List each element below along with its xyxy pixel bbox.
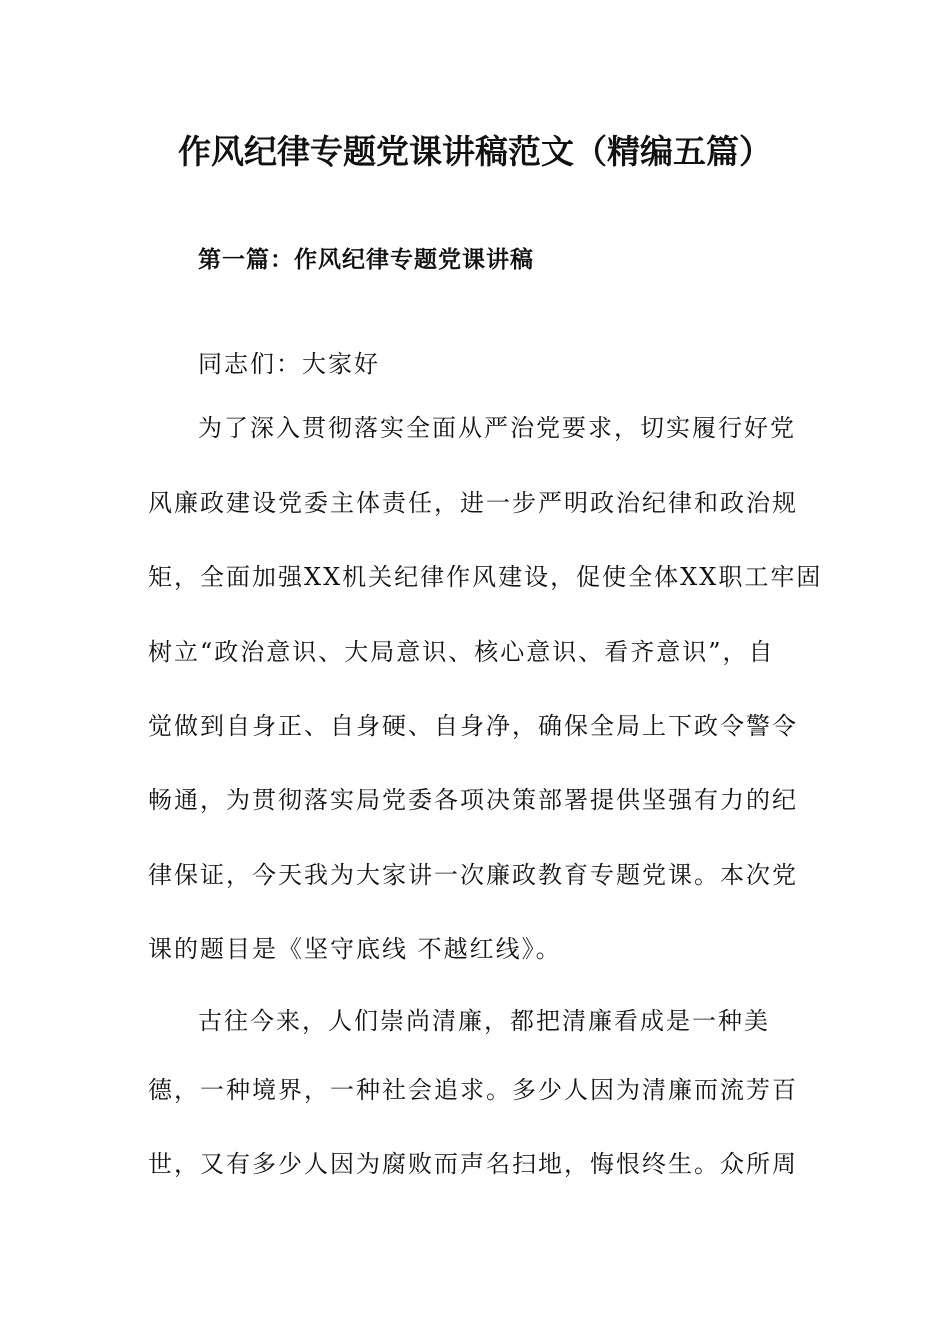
paragraph-line: 古往今来，人们崇尚清廉，都把清廉看成是一种美 — [198, 1007, 770, 1035]
section-heading: 第一篇：作风纪律专题党课讲稿 — [198, 247, 534, 273]
paragraph-line: 树立“政治意识、大局意识、核心意识、看齐意识”，自 — [148, 638, 775, 666]
paragraph-line: 律保证，今天我为大家讲一次廉政教育专题党课。本次党 — [148, 861, 798, 889]
paragraph-line: 世，又有多少人因为腐败而声名扫地，悔恨终生。众所周 — [148, 1150, 798, 1178]
document-title: 作风纪律专题党课讲稿范文（精编五篇） — [178, 132, 772, 171]
greeting-line: 同志们：大家好 — [198, 350, 380, 378]
paragraph-line: 矩，全面加强XX机关纪律作风建设，促使全体XX职工牢固 — [148, 563, 823, 591]
paragraph-line: 德，一种境界，一种社会追求。多少人因为清廉而流芳百 — [148, 1076, 798, 1104]
paragraph-line: 为了深入贯彻落实全面从严治党要求，切实履行好党 — [198, 414, 796, 442]
paragraph-line: 畅通，为贯彻落实局党委各项决策部署提供坚强有力的纪 — [148, 786, 798, 814]
paragraph-line: 风廉政建设党委主体责任，进一步严明政治纪律和政治规 — [148, 489, 798, 517]
paragraph-line: 觉做到自身正、自身硬、自身净，确保全局上下政令警令 — [148, 712, 798, 740]
paragraph-line: 课的题目是《坚守底线 不越红线》。 — [148, 935, 562, 963]
